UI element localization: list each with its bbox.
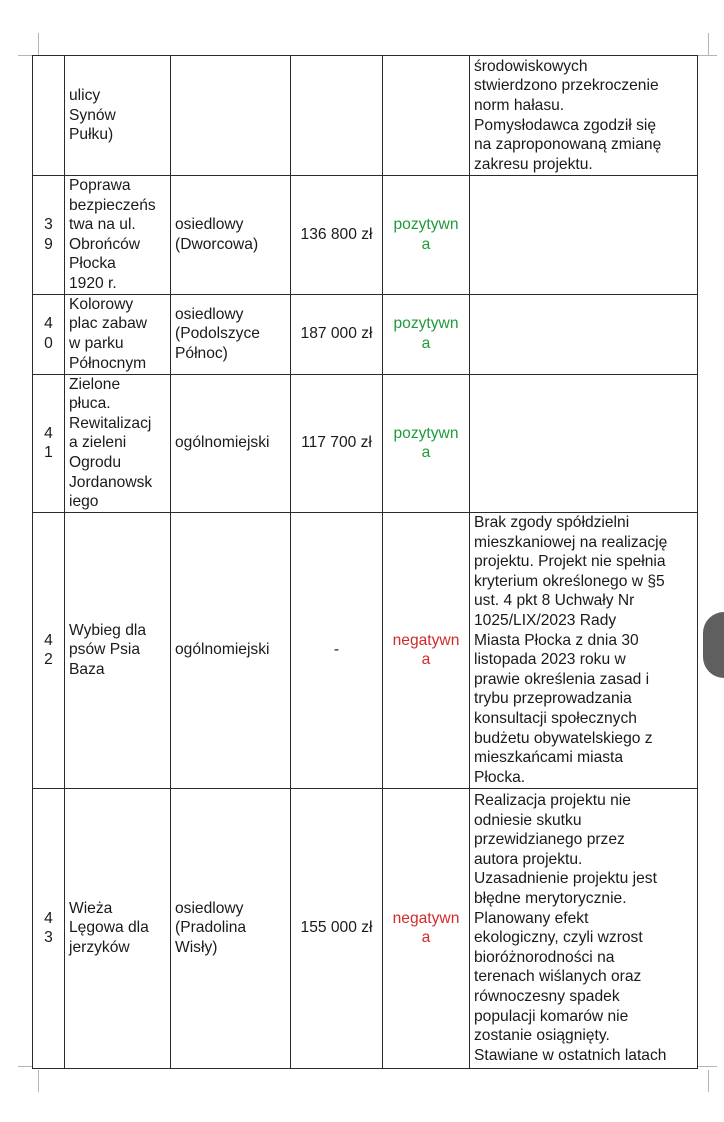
- crop-mark: [697, 1066, 717, 1067]
- project-cost-cell: [291, 512, 383, 788]
- project-type: ogólnomiejski: [175, 641, 270, 659]
- row-number-digit: 0: [44, 335, 53, 353]
- crop-mark: [38, 1070, 39, 1092]
- project-type-cell: [171, 176, 291, 295]
- project-type: osiedlowy (Podolszyce Północ): [175, 305, 260, 362]
- table-row: [33, 374, 698, 512]
- row-number-cell: [33, 176, 65, 295]
- reason-cell: [470, 788, 698, 1068]
- project-title-cell: [65, 56, 171, 176]
- project-title: Zielone płuca. Rewitalizacj a zieleni Ogrodu Jordanowsk iego: [69, 375, 153, 511]
- row-number-digit: 4: [44, 631, 53, 649]
- reason-cell: [470, 294, 698, 374]
- project-cost-cell: [291, 176, 383, 295]
- table-row: [33, 788, 698, 1068]
- crop-mark: [38, 33, 39, 55]
- row-number-digit: 3: [44, 929, 53, 947]
- reason-text: środowiskowych stwierdzono przekroczenie norm hałasu. Pomysłodawca zgodził się na zaproponowaną zmianę zakresu projektu.: [474, 57, 662, 173]
- reason-cell: [470, 512, 698, 788]
- row-number-cell: [33, 788, 65, 1068]
- project-type-cell: [171, 788, 291, 1068]
- project-title-cell: [65, 294, 171, 374]
- project-cost: 136 800 zł: [300, 225, 373, 243]
- row-number-cell: [33, 512, 65, 788]
- project-title-cell: [65, 374, 171, 512]
- project-cost: 117 700 zł: [301, 434, 372, 452]
- reason-cell: [470, 56, 698, 176]
- project-title-cell: [65, 512, 171, 788]
- row-number-digit: 9: [44, 235, 53, 253]
- reason-cell: [470, 176, 698, 295]
- project-cost: 155 000 zł: [300, 919, 373, 937]
- row-number-digit: 4: [44, 424, 53, 442]
- project-cost-cell: [291, 56, 383, 176]
- crop-mark: [697, 55, 717, 56]
- project-type-cell: [171, 512, 291, 788]
- table-row: [33, 294, 698, 374]
- row-number-digit: 4: [44, 315, 53, 333]
- verdict-positive: pozytywn a: [393, 315, 459, 353]
- project-title: Kolorowy plac zabaw w parku Północnym: [69, 295, 148, 372]
- row-number-digit: 3: [44, 216, 53, 234]
- row-number-digit: 1: [44, 444, 53, 462]
- verdict-cell: [383, 788, 470, 1068]
- verdict-cell: [383, 374, 470, 512]
- table-row: [33, 176, 698, 295]
- verdict-cell: [383, 512, 470, 788]
- reason-text: Brak zgody spółdzielni mieszkaniowej na realizację projektu. Projekt nie spełnia kryterium określonego w §5 ust. 4 pkt 8 Uchwały Nr 1025/LIX/2023 Rady Miasta Płocka z dnia 30 listopada 2023 roku w prawie określenia zasad i trybu przeprowadzania konsultacji społecznych budżetu obywatelskiego z mieszkańcami miasta Płocka.: [474, 514, 668, 786]
- verdict-negative: negatywn a: [392, 909, 460, 947]
- row-number-cell: [33, 56, 65, 176]
- verdict-positive: pozytywn a: [393, 424, 459, 462]
- project-type: osiedlowy (Dworcowa): [175, 216, 259, 253]
- project-title: Poprawa bezpieczeńs twa na ul. Obrońców Płocka 1920 r.: [69, 177, 156, 292]
- project-title: Wybieg dla psów Psia Baza: [69, 621, 147, 679]
- verdict-cell: [383, 56, 470, 176]
- project-title-cell: [65, 788, 171, 1068]
- table-row: [33, 56, 698, 176]
- crop-mark: [708, 33, 709, 55]
- verdict-cell: [383, 176, 470, 295]
- project-title-cell: [65, 176, 171, 295]
- project-type-cell: [171, 374, 291, 512]
- reason-cell: [470, 374, 698, 512]
- project-type: osiedlowy (Pradolina Wisły): [175, 899, 247, 957]
- table-row: [33, 512, 698, 788]
- verdict-positive: pozytywn a: [393, 216, 459, 253]
- project-type-cell: [171, 56, 291, 176]
- project-title: Wieża Lęgowa dla jerzyków: [69, 899, 149, 957]
- row-number-digit: 4: [44, 909, 53, 927]
- verdict-negative: negatywn a: [392, 631, 460, 669]
- crop-mark: [708, 1070, 709, 1092]
- row-number-cell: [33, 294, 65, 374]
- row-number-digit: 2: [44, 651, 53, 669]
- project-type-cell: [171, 294, 291, 374]
- project-cost: -: [333, 641, 340, 659]
- project-cost-cell: [291, 294, 383, 374]
- crop-mark: [18, 1066, 32, 1067]
- reason-text: Realizacja projektu nie odniesie skutku przewidzianego przez autora projektu. Uzasadnienie projektu jest błędne merytorycznie. Planowany efekt ekologiczny, czyli wzrost bioróżnorodności na terenach wiślanych oraz równoczesny spadek populacji komarów nie zostanie osiągnięty. Stawiane w ostatnich latach: [474, 792, 667, 1064]
- project-cost-cell: [291, 374, 383, 512]
- row-number-cell: [33, 374, 65, 512]
- crop-mark: [18, 55, 32, 56]
- verdict-cell: [383, 294, 470, 374]
- project-type: ogólnomiejski: [175, 434, 270, 452]
- side-scroll-handle[interactable]: [703, 612, 724, 678]
- project-title: ulicy Synów Pułku): [69, 87, 116, 144]
- project-cost-cell: [291, 788, 383, 1068]
- projects-table: [32, 55, 698, 1069]
- project-cost: 187 000 zł: [300, 325, 373, 343]
